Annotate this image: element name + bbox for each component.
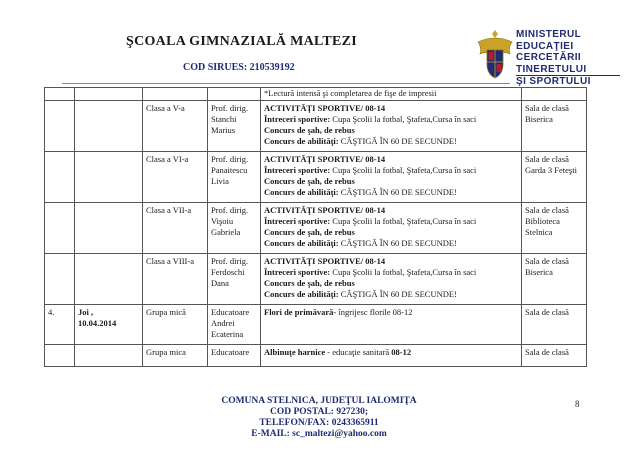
footer-address: COMUNA STELNICA, JUDEŢUL IALOMIŢA (221, 396, 417, 406)
place-cell: Sala de clasă (522, 345, 587, 367)
row-number (45, 254, 75, 305)
competition-label: Întreceri sportive: (264, 114, 331, 124)
table-row (45, 152, 587, 203)
ministry-line: CERCETĂRII (516, 52, 582, 64)
row-number (45, 203, 75, 254)
coat-of-arms-icon (474, 28, 516, 82)
date-value: 10.04.2014 (78, 318, 117, 328)
teacher-cell: Prof. dirig. Stanchi Marius (208, 101, 261, 152)
competition-text: Cupa Şcolii la fotbal, Ştafeta,Cursa în saci (330, 165, 477, 175)
teacher-cell: Educatoare Andrei Ecaterina (208, 305, 261, 345)
school-title: ŞCOALA GIMNAZIALĂ MALTEZI (126, 34, 358, 49)
cod-sirues: COD SIRUES: 210539192 (183, 62, 295, 73)
skill-label: Concurs de abilităţi: (264, 289, 339, 299)
table-row (45, 203, 587, 254)
competition-label: Întreceri sportive: (264, 267, 331, 277)
place-primary: Sala de clasă (525, 205, 569, 215)
activity-cell (261, 88, 522, 101)
row-number: 4. (45, 305, 75, 345)
activity-description: - educaţie sanitară (325, 347, 392, 357)
teacher-cell: Educatoare (208, 345, 261, 367)
competition-label: Întreceri sportive: (264, 165, 331, 175)
date-cell (75, 101, 143, 152)
row-number (45, 101, 75, 152)
date-cell (75, 305, 143, 345)
activity-title: Flori de primăvară (264, 307, 334, 317)
class-cell: Clasa a VII-a (143, 203, 208, 254)
activity-schedule-table (44, 87, 587, 367)
activity-title: Albinuţe harnice (264, 347, 326, 357)
place-secondary: Garda 3 Feteşti (525, 165, 577, 175)
competition-text: Cupa Şcolii la fotbal, Ştafeta,Cursa în saci (330, 267, 477, 277)
activity-cell (261, 152, 522, 203)
skill-text: CÂŞTIGĂ ÎN 60 DE SECUNDE! (338, 238, 457, 248)
activity-title: ACTIVITĂŢI SPORTIVE/ 08-14 (264, 256, 386, 266)
date-weekday: Joi , (78, 307, 94, 317)
teacher-cell: Prof. dirig. Panaitescu Livia (208, 152, 261, 203)
table-row (45, 345, 587, 367)
ministry-line: EDUCAŢIEI (516, 40, 574, 52)
activity-cell (261, 254, 522, 305)
header-divider (62, 83, 510, 84)
table-row (45, 101, 587, 152)
competition-text: Cupa Şcolii la fotbal, Ştafeta,Cursa în saci (330, 216, 477, 226)
class-cell: Clasa a V-a (143, 101, 208, 152)
place-secondary: Biblioteca Stelnica (525, 216, 560, 237)
date-cell (75, 152, 143, 203)
skill-label: Concurs de abilităţi: (264, 187, 339, 197)
table-row (45, 254, 587, 305)
footer-phone: TELEFON/FAX: 0243365911 (259, 418, 379, 428)
chess-contest: Concurs de şah, de rebus (264, 278, 355, 288)
activity-cell (261, 203, 522, 254)
place-cell (522, 203, 587, 254)
footer-email: E-MAIL: sc_maltezi@yahoo.com (251, 429, 387, 439)
place-secondary: Biserica (525, 114, 553, 124)
class-cell: Clasa a VIII-a (143, 254, 208, 305)
place-primary: Sala de clasă (525, 103, 569, 113)
chess-contest: Concurs de şah, de rebus (264, 176, 355, 186)
activity-description: - îngrijesc florile 08-12 (333, 307, 413, 317)
chess-contest: Concurs de şah, de rebus (264, 227, 355, 237)
page-number: 8 (575, 399, 580, 409)
activity-title: ACTIVITĂŢI SPORTIVE/ 08-14 (264, 103, 386, 113)
activity-title: ACTIVITĂŢI SPORTIVE/ 08-14 (264, 154, 386, 164)
skill-label: Concurs de abilităţi: (264, 238, 339, 248)
class-cell: Grupa mică (143, 305, 208, 345)
footer-postal-code: COD POSTAL: 927230; (270, 407, 368, 417)
teacher-cell: Prof. dirig. Vişoiu Gabriela (208, 203, 261, 254)
table-row (45, 88, 587, 101)
activity-title: ACTIVITĂŢI SPORTIVE/ 08-14 (264, 205, 386, 215)
place-secondary: Biserica (525, 267, 553, 277)
class-cell: Grupa mica (143, 345, 208, 367)
chess-contest: Concurs de şah, de rebus (264, 125, 355, 135)
skill-text: CÂŞTIGĂ ÎN 60 DE SECUNDE! (338, 136, 457, 146)
activity-cell (261, 345, 522, 367)
place-cell (522, 254, 587, 305)
competition-text: Cupa Şcolii la fotbal, Ştafeta,Cursa în saci (330, 114, 477, 124)
date-cell (75, 203, 143, 254)
place-primary: Sala de clasă (525, 256, 569, 266)
activity-cell (261, 305, 522, 345)
table-row (45, 305, 587, 345)
footer-contact (0, 396, 638, 440)
date-cell (75, 254, 143, 305)
skill-label: Concurs de abilităţi: (264, 136, 339, 146)
row-number (45, 152, 75, 203)
class-cell: Clasa a VI-a (143, 152, 208, 203)
skill-text: CÂŞTIGĂ ÎN 60 DE SECUNDE! (338, 187, 457, 197)
activity-cell (261, 101, 522, 152)
reading-note: *Lectură intensă şi completarea de fişe de impresii (264, 88, 437, 98)
place-cell: Sala de clasă (522, 305, 587, 345)
ministry-logo-text (516, 29, 620, 87)
place-primary: Sala de clasă (525, 154, 569, 164)
ministry-line: TINERETULUI (516, 63, 587, 75)
teacher-cell: Prof. dirig. Ferdoschi Dana (208, 254, 261, 305)
skill-text: CÂŞTIGĂ ÎN 60 DE SECUNDE! (338, 289, 457, 299)
ministry-line: MINISTERUL (516, 29, 582, 40)
competition-label: Întreceri sportive: (264, 216, 331, 226)
activity-time: 08-12 (391, 347, 412, 357)
place-cell (522, 101, 587, 152)
ministry-line: ŞI SPORTULUI (516, 75, 620, 87)
place-cell (522, 152, 587, 203)
